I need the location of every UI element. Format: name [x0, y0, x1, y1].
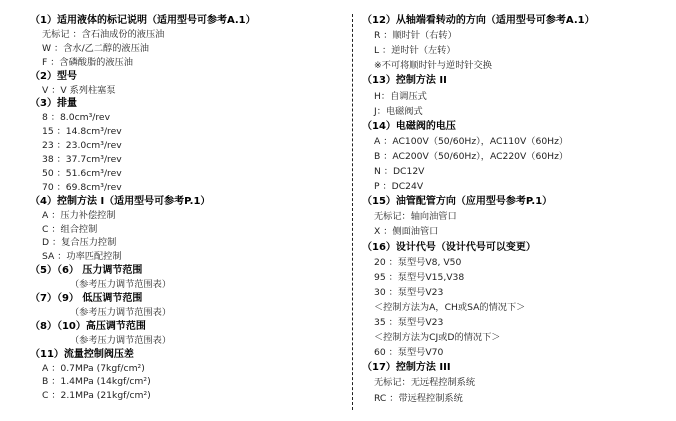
option-line: V ：V 系列柱塞泵: [42, 84, 116, 96]
section-heading: （8）（10）高压调节范围: [30, 320, 146, 332]
section-heading: （7）（9） 低压调节范围: [30, 293, 143, 304]
option-line: P ：DC24V: [374, 181, 424, 193]
section-heading: （13）控制方法 II: [362, 75, 447, 87]
option-line: H：自调压式: [374, 90, 427, 102]
option-line: 20 ：泵型号V8, V50: [374, 256, 462, 268]
section-heading: （4）控制方法 I（适用型号可参考P.1）: [30, 195, 211, 207]
option-line: D ：复合压力控制: [42, 237, 117, 249]
option-line: A ：AC100V（50/60Hz），AC110V（60Hz）: [374, 135, 569, 147]
option-line: ＜控制方法为CJ或D的情况下＞: [374, 332, 501, 344]
section-subnote: （参考压力调节范围表）: [70, 306, 172, 318]
option-line: 8 ：8.0cm³/rev: [42, 112, 111, 124]
option-line: C ：2.1MPa (21kgf/cm²): [42, 390, 151, 402]
option-line: 95 ：泵型号V15,V38: [374, 271, 465, 283]
option-line: 30 ：泵型号V23: [374, 286, 444, 298]
option-line: ＜控制方法为A，CH或SA的情况下＞: [374, 301, 526, 313]
option-line: A ：压力补偿控制: [42, 209, 116, 221]
option-line: X ：侧面油管口: [374, 226, 439, 238]
option-line: 无标记 ：含石油成份的液压油: [42, 28, 165, 40]
option-line: 70 ：69.8cm³/rev: [42, 181, 122, 193]
section-heading: （2）型号: [30, 70, 77, 82]
section-heading: （15）油管配管方向（应用型号参考P.1）: [362, 196, 553, 208]
option-line: W ：含水/乙二醇的液压油: [42, 42, 149, 54]
option-line: 60 ：泵型号V70: [374, 347, 444, 359]
option-line: 35 ：泵型号V23: [374, 317, 444, 328]
option-line: B ：AC200V（50/60Hz），AC220V（60Hz）: [374, 150, 569, 162]
option-line: 无标记：轴向油管口: [374, 211, 457, 223]
option-line: 23 ：23.0cm³/rev: [42, 140, 122, 152]
option-line: N ：DC12V: [374, 166, 425, 177]
section-subnote: （参考压力调节范围表）: [70, 279, 172, 291]
section-heading: （1）适用液体的标记说明（适用型号可参考A.1）: [30, 15, 256, 26]
option-line: F ：含磷酸脂的液压油: [42, 56, 133, 68]
section-subnote: （参考压力调节范围表）: [70, 334, 172, 346]
option-line: C ：组合控制: [42, 223, 98, 235]
option-line: RC ：带远程控制系统: [374, 392, 463, 404]
warning-note: ※不可将顺时针与逆时针交换: [374, 60, 492, 72]
option-line: B ：1.4MPa (14kgf/cm²): [42, 376, 151, 388]
column-divider: [352, 14, 353, 410]
section-heading: （11）流量控制阀压差: [30, 348, 134, 360]
option-line: L ：逆时针（左转）: [374, 45, 456, 57]
option-line: R ：顺时针（右转）: [374, 30, 457, 42]
option-line: SA ：功率匹配控制: [42, 251, 122, 263]
option-line: 无标记：无远程控制系统: [374, 377, 476, 389]
section-heading: （5）（6） 压力调节范围: [30, 265, 143, 277]
section-heading: （12）从轴端看转动的方向（适用型号可参考A.1）: [362, 15, 595, 26]
option-line: 38 ：37.7cm³/rev: [42, 154, 122, 165]
option-line: A ：0.7MPa (7kgf/cm²): [42, 362, 145, 374]
option-line: 15 ：14.8cm³/rev: [42, 126, 122, 138]
option-line: J：电磁阀式: [374, 105, 423, 117]
section-heading: （16）设计代号（设计代号可以变更）: [362, 241, 536, 253]
option-line: 50 ：51.6cm³/rev: [42, 167, 122, 179]
section-heading: （3）排量: [30, 98, 77, 110]
section-heading: （17）控制方法 III: [362, 362, 451, 374]
section-heading: （14）电磁阀的电压: [362, 120, 456, 132]
